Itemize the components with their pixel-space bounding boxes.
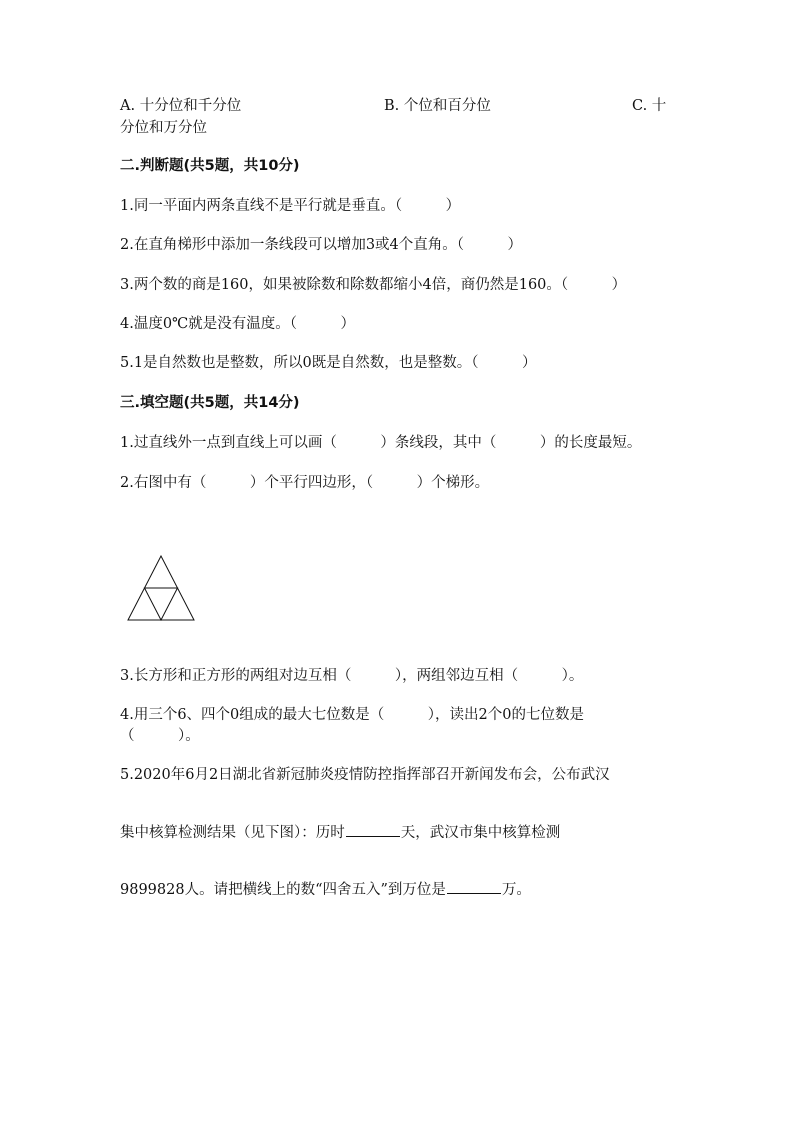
section2-item-5: 5.1是自然数也是整数，所以0既是自然数，也是整数。（ ）: [120, 355, 537, 371]
section3-q2: 2.右图中有（ ）个平行四边形，（ ）个梯形。: [120, 475, 490, 491]
option-c: C. 十: [632, 98, 667, 114]
q5-line3-text-a: 9899828人。请把横线上的数“四舍五入”到万位是: [120, 882, 446, 898]
days-blank: [346, 822, 400, 837]
section3-q4-line1: 4.用三个6、四个0组成的最大七位数是（ ），读出2个0的七位数是: [120, 707, 584, 723]
section3-q5-line1: 5.2020年6月2日湖北省新冠肺炎疫情防控指挥部召开新闻发布会，公布武汉: [120, 767, 610, 783]
q5-line2-text-a: 集中核算检测结果（见下图）：历时: [120, 825, 345, 841]
rounding-blank: [447, 879, 501, 894]
triangle-figure: [127, 555, 195, 621]
section2-item-4: 4.温度0℃就是没有温度。（ ）: [120, 316, 356, 332]
section3-heading: 三.填空题(共5题，共14分): [120, 395, 300, 411]
section3-q4-line2: （ ）。: [120, 728, 200, 744]
section2-item-3: 3.两个数的商是160，如果被除数和除数都缩小4倍，商仍然是160。（ ）: [120, 277, 627, 293]
section3-q3: 3.长方形和正方形的两组对边互相（ ），两组邻边互相（ ）。: [120, 668, 584, 684]
section3-q5-line3: [120, 879, 531, 900]
inner-triangle: [145, 588, 178, 620]
option-a: A. 十分位和千分位: [120, 98, 242, 114]
q5-line2-text-b: 天，武汉市集中核算检测: [400, 825, 561, 841]
section3-q5-line2: [120, 822, 560, 843]
section2-item-2: 2.在直角梯形中添加一条线段可以增加3或4个直角。（ ）: [120, 237, 523, 253]
option-c-continued: 分位和万分位: [120, 120, 207, 136]
section2-item-1: 1.同一平面内两条直线不是平行就是垂直。（ ）: [120, 198, 461, 214]
section2-heading: 二.判断题(共5题，共10分): [120, 158, 300, 174]
q5-line3-text-b: 万。: [501, 882, 531, 898]
section3-q1: 1.过直线外一点到直线上可以画（ ）条线段，其中（ ）的长度最短。: [120, 435, 642, 451]
option-b: B. 个位和百分位: [384, 98, 491, 114]
